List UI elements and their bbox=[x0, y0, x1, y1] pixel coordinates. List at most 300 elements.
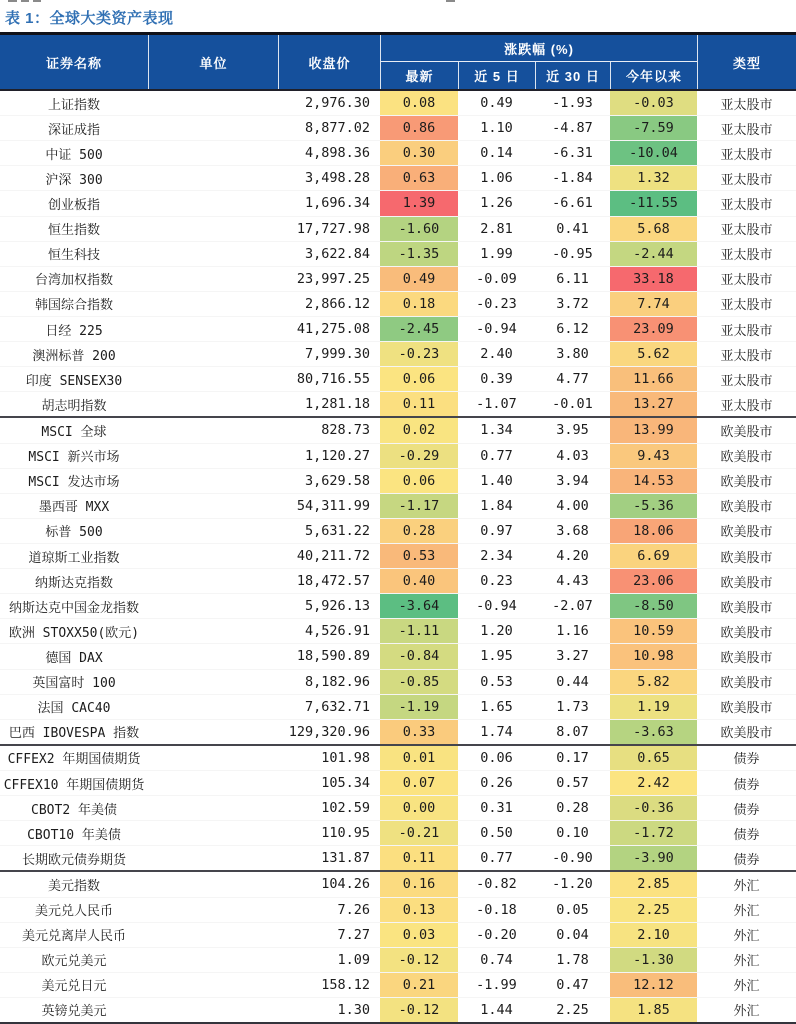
asset-type-cell: 外汇 bbox=[733, 953, 760, 969]
chg-5d-cell: 1.40 bbox=[480, 472, 513, 489]
unit-cell bbox=[148, 796, 278, 820]
chg-30d-cell: 2.25 bbox=[556, 1001, 589, 1018]
table-row bbox=[0, 341, 796, 366]
chg-ytd-cell: 11.66 bbox=[610, 367, 697, 391]
unit-cell bbox=[148, 594, 278, 618]
chg-latest-cell: 0.06 bbox=[380, 367, 458, 391]
unit-cell bbox=[148, 91, 278, 115]
chg-ytd-cell: -2.44 bbox=[610, 242, 697, 266]
chg-30d-cell: 1.78 bbox=[556, 951, 589, 968]
asset-type-cell: 欧美股市 bbox=[720, 599, 773, 615]
chg-ytd-cell: 33.18 bbox=[610, 267, 697, 291]
unit-cell bbox=[148, 217, 278, 241]
chg-30d-cell: -1.20 bbox=[552, 876, 593, 893]
security-name-cell: 欧元兑美元 bbox=[41, 954, 107, 970]
chg-5d-cell: -0.20 bbox=[476, 926, 517, 943]
table-row bbox=[0, 115, 796, 140]
chg-5d-cell: 2.34 bbox=[480, 548, 513, 565]
close-price-cell: 40,211.72 bbox=[296, 548, 370, 565]
chg-ytd-cell: 10.59 bbox=[610, 619, 697, 643]
close-price-cell: 18,590.89 bbox=[296, 648, 370, 665]
header-cell-5d: 近 5 日 bbox=[458, 62, 535, 89]
chg-5d-cell: 1.20 bbox=[480, 623, 513, 640]
chg-latest-cell: 0.11 bbox=[380, 392, 458, 416]
close-price-cell: 17,727.98 bbox=[296, 220, 370, 237]
chg-30d-cell: -6.61 bbox=[552, 195, 593, 212]
asset-type-cell: 亚太股市 bbox=[720, 146, 773, 162]
unit-cell bbox=[148, 444, 278, 468]
chg-ytd-cell: 14.53 bbox=[610, 469, 697, 493]
chg-5d-cell: 1.34 bbox=[480, 422, 513, 439]
asset-type-cell: 欧美股市 bbox=[720, 499, 773, 515]
table-row bbox=[0, 719, 796, 744]
chg-5d-cell: 2.81 bbox=[480, 220, 513, 237]
chg-latest-cell: -0.29 bbox=[380, 444, 458, 468]
chg-30d-cell: 0.10 bbox=[556, 825, 589, 842]
close-price-cell: 8,182.96 bbox=[304, 673, 370, 690]
asset-type-cell: 亚太股市 bbox=[720, 272, 773, 288]
close-price-cell: 4,526.91 bbox=[304, 623, 370, 640]
security-name-cell: 台湾加权指数 bbox=[34, 273, 113, 289]
security-name-cell: 长期欧元债券期货 bbox=[21, 852, 126, 868]
chg-ytd-cell: -0.03 bbox=[610, 91, 697, 115]
header-cell-unit: 单位 bbox=[148, 35, 278, 89]
chg-latest-cell: -1.11 bbox=[380, 619, 458, 643]
security-name-cell: 深证成指 bbox=[47, 122, 100, 138]
chg-latest-cell: 0.16 bbox=[380, 872, 458, 896]
table-row bbox=[0, 618, 796, 643]
chg-5d-cell: -0.94 bbox=[476, 598, 517, 615]
asset-type-cell: 欧美股市 bbox=[720, 649, 773, 665]
asset-type-cell: 亚太股市 bbox=[720, 171, 773, 187]
security-name-cell: 美元指数 bbox=[47, 878, 100, 894]
chg-5d-cell: 0.77 bbox=[480, 850, 513, 867]
table-row bbox=[0, 845, 796, 870]
table-row bbox=[0, 493, 796, 518]
close-price-cell: 102.59 bbox=[321, 800, 370, 817]
header-cell-ytd: 今年以来 bbox=[610, 62, 697, 89]
security-name-cell: 创业板指 bbox=[47, 197, 100, 213]
table-row bbox=[0, 468, 796, 493]
chg-ytd-cell: -0.36 bbox=[610, 796, 697, 820]
close-price-cell: 8,877.02 bbox=[304, 120, 370, 137]
close-price-cell: 2,866.12 bbox=[304, 295, 370, 312]
table-row bbox=[0, 443, 796, 468]
unit-cell bbox=[148, 392, 278, 416]
table-row bbox=[0, 91, 796, 115]
top-crop-artifact bbox=[446, 0, 455, 2]
close-price-cell: 5,631.22 bbox=[304, 522, 370, 539]
close-price-cell: 4,898.36 bbox=[304, 145, 370, 162]
asset-type-cell: 亚太股市 bbox=[720, 247, 773, 263]
chg-latest-cell: -1.17 bbox=[380, 494, 458, 518]
chg-ytd-cell: -3.90 bbox=[610, 846, 697, 870]
chg-5d-cell: 1.74 bbox=[480, 723, 513, 740]
close-price-cell: 1.09 bbox=[337, 951, 370, 968]
unit-cell bbox=[148, 569, 278, 593]
close-price-cell: 3,629.58 bbox=[304, 472, 370, 489]
close-price-cell: 110.95 bbox=[321, 825, 370, 842]
close-price-cell: 828.73 bbox=[321, 422, 370, 439]
chg-latest-cell: 0.03 bbox=[380, 923, 458, 947]
chg-30d-cell: 3.94 bbox=[556, 472, 589, 489]
chg-30d-cell: -1.93 bbox=[552, 95, 593, 112]
chg-latest-cell: 0.21 bbox=[380, 973, 458, 997]
close-price-cell: 5,926.13 bbox=[304, 598, 370, 615]
chg-ytd-cell: 1.32 bbox=[610, 166, 697, 190]
chg-latest-cell: -0.23 bbox=[380, 342, 458, 366]
chg-ytd-cell: -1.30 bbox=[610, 948, 697, 972]
chg-ytd-cell: 0.65 bbox=[610, 746, 697, 770]
chg-latest-cell: 0.53 bbox=[380, 544, 458, 568]
asset-type-cell: 外汇 bbox=[733, 1003, 760, 1019]
asset-type-cell: 欧美股市 bbox=[720, 725, 773, 741]
security-name-cell: CFFEX10 年期国债期货 bbox=[3, 777, 145, 793]
close-price-cell: 41,275.08 bbox=[296, 321, 370, 338]
chg-latest-cell: 0.86 bbox=[380, 116, 458, 140]
security-name-cell: 上证指数 bbox=[47, 97, 100, 113]
top-crop-artifact bbox=[21, 0, 29, 2]
security-name-cell: 澳洲标普 200 bbox=[32, 348, 116, 364]
unit-cell bbox=[148, 670, 278, 694]
security-name-cell: 印度 SENSEX30 bbox=[25, 373, 123, 389]
close-price-cell: 1,120.27 bbox=[304, 447, 370, 464]
asset-type-cell: 债券 bbox=[733, 776, 760, 792]
security-name-cell: 法国 CAC40 bbox=[37, 701, 111, 717]
chg-ytd-cell: 1.19 bbox=[610, 695, 697, 719]
chg-30d-cell: 0.17 bbox=[556, 749, 589, 766]
table-row bbox=[0, 140, 796, 165]
asset-type-cell: 欧美股市 bbox=[720, 675, 773, 691]
close-price-cell: 104.26 bbox=[321, 876, 370, 893]
table-title: 表 1：全球大类资产表现 bbox=[5, 10, 174, 27]
close-price-cell: 1,696.34 bbox=[304, 195, 370, 212]
asset-type-cell: 外汇 bbox=[733, 877, 760, 893]
table-row bbox=[0, 669, 796, 694]
table-row bbox=[0, 997, 796, 1022]
chg-5d-cell: 1.26 bbox=[480, 195, 513, 212]
unit-cell bbox=[148, 898, 278, 922]
security-name-cell: 美元兑日元 bbox=[41, 979, 107, 995]
chg-30d-cell: -1.84 bbox=[552, 170, 593, 187]
chg-30d-cell: 6.12 bbox=[556, 321, 589, 338]
unit-cell bbox=[148, 116, 278, 140]
chg-ytd-cell: 5.62 bbox=[610, 342, 697, 366]
chg-latest-cell: -1.19 bbox=[380, 695, 458, 719]
unit-cell bbox=[148, 923, 278, 947]
table-row bbox=[0, 216, 796, 241]
close-price-cell: 3,498.28 bbox=[304, 170, 370, 187]
asset-type-cell: 欧美股市 bbox=[720, 549, 773, 565]
asset-type-cell: 债券 bbox=[733, 751, 760, 767]
asset-type-cell: 债券 bbox=[733, 851, 760, 867]
asset-type-cell: 欧美股市 bbox=[720, 700, 773, 716]
chg-latest-cell: 0.11 bbox=[380, 846, 458, 870]
chg-latest-cell: 0.33 bbox=[380, 720, 458, 744]
table-row bbox=[0, 897, 796, 922]
unit-cell bbox=[148, 342, 278, 366]
unit-cell bbox=[148, 267, 278, 291]
unit-cell bbox=[148, 191, 278, 215]
unit-cell bbox=[148, 746, 278, 770]
chg-5d-cell: 0.97 bbox=[480, 522, 513, 539]
chg-30d-cell: 0.41 bbox=[556, 220, 589, 237]
chg-ytd-cell: 7.74 bbox=[610, 292, 697, 316]
chg-5d-cell: 0.06 bbox=[480, 749, 513, 766]
security-name-cell: 美元兑人民币 bbox=[34, 904, 113, 920]
chg-latest-cell: -3.64 bbox=[380, 594, 458, 618]
header-group-change-pct: 涨跌幅 (%) bbox=[380, 35, 697, 62]
chg-30d-cell: 0.44 bbox=[556, 673, 589, 690]
unit-cell bbox=[148, 544, 278, 568]
chg-30d-cell: 0.04 bbox=[556, 926, 589, 943]
close-price-cell: 131.87 bbox=[321, 850, 370, 867]
chg-5d-cell: 0.39 bbox=[480, 371, 513, 388]
chg-30d-cell: -0.01 bbox=[552, 396, 593, 413]
chg-30d-cell: 4.20 bbox=[556, 548, 589, 565]
top-crop-artifact bbox=[8, 0, 17, 2]
chg-30d-cell: 0.57 bbox=[556, 775, 589, 791]
close-price-cell: 158.12 bbox=[321, 976, 370, 993]
chg-latest-cell: -0.85 bbox=[380, 670, 458, 694]
asset-type-cell: 亚太股市 bbox=[720, 196, 773, 212]
unit-cell bbox=[148, 973, 278, 997]
asset-type-cell: 欧美股市 bbox=[720, 474, 773, 490]
security-name-cell: 道琼斯工业指数 bbox=[28, 550, 120, 566]
chg-latest-cell: 1.39 bbox=[380, 191, 458, 215]
chg-ytd-cell: 18.06 bbox=[610, 519, 697, 543]
chg-30d-cell: 3.27 bbox=[556, 648, 589, 665]
chg-30d-cell: 1.16 bbox=[556, 623, 589, 640]
table-row bbox=[0, 972, 796, 997]
chg-ytd-cell: 2.25 bbox=[610, 898, 697, 922]
unit-cell bbox=[148, 367, 278, 391]
chg-ytd-cell: -3.63 bbox=[610, 720, 697, 744]
chg-ytd-cell: 10.98 bbox=[610, 644, 697, 668]
unit-cell bbox=[148, 141, 278, 165]
close-price-cell: 7.27 bbox=[337, 926, 370, 943]
close-price-cell: 105.34 bbox=[321, 775, 370, 791]
chg-30d-cell: 3.72 bbox=[556, 295, 589, 312]
chg-latest-cell: 0.02 bbox=[380, 418, 458, 442]
chg-ytd-cell: -1.72 bbox=[610, 821, 697, 845]
table-row bbox=[0, 391, 796, 416]
chg-ytd-cell: 2.85 bbox=[610, 872, 697, 896]
chg-latest-cell: 0.13 bbox=[380, 898, 458, 922]
security-name-cell: 巴西 IBOVESPA 指数 bbox=[8, 726, 140, 742]
table-row bbox=[0, 770, 796, 795]
chg-5d-cell: -0.94 bbox=[476, 321, 517, 338]
security-name-cell: 中证 500 bbox=[45, 147, 103, 163]
table-row bbox=[0, 416, 796, 442]
chg-5d-cell: 0.53 bbox=[480, 673, 513, 690]
chg-5d-cell: 1.06 bbox=[480, 170, 513, 187]
security-name-cell: 德国 DAX bbox=[45, 650, 103, 666]
asset-type-cell: 债券 bbox=[733, 801, 760, 817]
chg-5d-cell: -1.99 bbox=[476, 976, 517, 993]
chg-latest-cell: -1.60 bbox=[380, 217, 458, 241]
asset-type-cell: 亚太股市 bbox=[720, 121, 773, 137]
chg-30d-cell: 0.47 bbox=[556, 976, 589, 993]
asset-type-cell: 债券 bbox=[733, 826, 760, 842]
chg-latest-cell: 0.06 bbox=[380, 469, 458, 493]
chg-latest-cell: 0.01 bbox=[380, 746, 458, 770]
chg-30d-cell: 8.07 bbox=[556, 723, 589, 740]
security-name-cell: 标普 500 bbox=[45, 525, 103, 541]
chg-5d-cell: 1.84 bbox=[480, 497, 513, 514]
close-price-cell: 23,997.25 bbox=[296, 270, 370, 287]
chg-5d-cell: 0.50 bbox=[480, 825, 513, 842]
table-row bbox=[0, 190, 796, 215]
header-cell-type: 类型 bbox=[697, 35, 796, 89]
security-name-cell: 欧洲 STOXX50(欧元) bbox=[8, 625, 140, 641]
close-price-cell: 101.98 bbox=[321, 749, 370, 766]
table-row bbox=[0, 543, 796, 568]
close-price-cell: 7,632.71 bbox=[304, 698, 370, 715]
chg-30d-cell: 4.43 bbox=[556, 573, 589, 590]
chg-latest-cell: 0.18 bbox=[380, 292, 458, 316]
chg-5d-cell: 0.77 bbox=[480, 447, 513, 464]
chg-5d-cell: 1.10 bbox=[480, 120, 513, 137]
chg-ytd-cell: 13.99 bbox=[610, 418, 697, 442]
security-name-cell: 纳斯达克中国金龙指数 bbox=[8, 600, 139, 616]
unit-cell bbox=[148, 948, 278, 972]
chg-30d-cell: -0.95 bbox=[552, 245, 593, 262]
table-row bbox=[0, 922, 796, 947]
chg-30d-cell: -0.90 bbox=[552, 850, 593, 867]
table-row bbox=[0, 744, 796, 770]
table-row bbox=[0, 316, 796, 341]
asset-type-cell: 亚太股市 bbox=[720, 372, 773, 388]
security-name-cell: 恒生指数 bbox=[47, 223, 100, 239]
chg-30d-cell: -2.07 bbox=[552, 598, 593, 615]
close-price-cell: 3,622.84 bbox=[304, 245, 370, 262]
header-cell-latest: 最新 bbox=[380, 62, 458, 89]
chg-latest-cell: -2.45 bbox=[380, 317, 458, 341]
security-name-cell: CBOT10 年美债 bbox=[27, 827, 121, 843]
chg-latest-cell: 0.00 bbox=[380, 796, 458, 820]
table-row bbox=[0, 643, 796, 668]
close-price-cell: 54,311.99 bbox=[296, 497, 370, 514]
chg-30d-cell: 0.05 bbox=[556, 901, 589, 918]
unit-cell bbox=[148, 292, 278, 316]
table-row bbox=[0, 870, 796, 896]
asset-type-cell: 外汇 bbox=[733, 978, 760, 994]
unit-cell bbox=[148, 695, 278, 719]
chg-ytd-cell: 1.85 bbox=[610, 998, 697, 1022]
chg-30d-cell: 1.73 bbox=[556, 698, 589, 715]
table-row bbox=[0, 165, 796, 190]
asset-type-cell: 亚太股市 bbox=[720, 297, 773, 313]
chg-5d-cell: 2.40 bbox=[480, 346, 513, 363]
unit-cell bbox=[148, 720, 278, 744]
chg-ytd-cell: 13.27 bbox=[610, 392, 697, 416]
chg-ytd-cell: 9.43 bbox=[610, 444, 697, 468]
chg-latest-cell: 0.40 bbox=[380, 569, 458, 593]
asset-type-cell: 欧美股市 bbox=[720, 524, 773, 540]
chg-5d-cell: 1.95 bbox=[480, 648, 513, 665]
security-name-cell: CFFEX2 年期国债期货 bbox=[7, 752, 141, 768]
unit-cell bbox=[148, 998, 278, 1022]
asset-type-cell: 亚太股市 bbox=[720, 322, 773, 338]
chg-5d-cell: -0.18 bbox=[476, 901, 517, 918]
table-row bbox=[0, 366, 796, 391]
data-table bbox=[0, 32, 796, 1024]
chg-latest-cell: -0.21 bbox=[380, 821, 458, 845]
chg-ytd-cell: -7.59 bbox=[610, 116, 697, 140]
security-name-cell: 胡志明指数 bbox=[41, 398, 107, 414]
table-row bbox=[0, 241, 796, 266]
security-name-cell: 恒生科技 bbox=[47, 248, 100, 264]
close-price-cell: 129,320.96 bbox=[288, 723, 370, 740]
close-price-cell: 1.30 bbox=[337, 1001, 370, 1018]
security-name-cell: MSCI 全球 bbox=[41, 424, 107, 440]
security-name-cell: 沪深 300 bbox=[45, 172, 103, 188]
chg-ytd-cell: 2.10 bbox=[610, 923, 697, 947]
chg-ytd-cell: 5.68 bbox=[610, 217, 697, 241]
unit-cell bbox=[148, 644, 278, 668]
asset-type-cell: 外汇 bbox=[733, 903, 760, 919]
chg-5d-cell: 0.14 bbox=[480, 145, 513, 162]
chg-ytd-cell: 12.12 bbox=[610, 973, 697, 997]
table-body bbox=[0, 91, 796, 1022]
unit-cell bbox=[148, 771, 278, 795]
chg-30d-cell: -4.87 bbox=[552, 120, 593, 137]
chg-5d-cell: 0.23 bbox=[480, 573, 513, 590]
chg-latest-cell: 0.28 bbox=[380, 519, 458, 543]
security-name-cell: 墨西哥 MXX bbox=[38, 500, 110, 516]
close-price-cell: 80,716.55 bbox=[296, 371, 370, 388]
chg-ytd-cell: -11.55 bbox=[610, 191, 697, 215]
chg-30d-cell: 3.80 bbox=[556, 346, 589, 363]
chg-ytd-cell: -10.04 bbox=[610, 141, 697, 165]
chg-ytd-cell: -5.36 bbox=[610, 494, 697, 518]
chg-ytd-cell: -8.50 bbox=[610, 594, 697, 618]
table-row bbox=[0, 291, 796, 316]
table-row bbox=[0, 694, 796, 719]
chg-5d-cell: 0.31 bbox=[480, 800, 513, 817]
chg-ytd-cell: 5.82 bbox=[610, 670, 697, 694]
chg-30d-cell: 4.77 bbox=[556, 371, 589, 388]
chg-5d-cell: 0.49 bbox=[480, 95, 513, 112]
asset-type-cell: 亚太股市 bbox=[720, 96, 773, 112]
unit-cell bbox=[148, 242, 278, 266]
chg-5d-cell: 1.44 bbox=[480, 1001, 513, 1018]
security-name-cell: MSCI 新兴市场 bbox=[28, 450, 120, 466]
table-row bbox=[0, 947, 796, 972]
asset-type-cell: 欧美股市 bbox=[720, 449, 773, 465]
asset-type-cell: 欧美股市 bbox=[720, 574, 773, 590]
chg-latest-cell: 0.49 bbox=[380, 267, 458, 291]
chg-5d-cell: 1.65 bbox=[480, 698, 513, 715]
security-name-cell: 韩国综合指数 bbox=[34, 298, 113, 314]
close-price-cell: 2,976.30 bbox=[304, 95, 370, 112]
chg-latest-cell: -1.35 bbox=[380, 242, 458, 266]
unit-cell bbox=[148, 469, 278, 493]
chg-latest-cell: 0.07 bbox=[380, 771, 458, 795]
close-price-cell: 1,281.18 bbox=[304, 396, 370, 413]
chg-latest-cell: -0.12 bbox=[380, 948, 458, 972]
chg-5d-cell: 0.26 bbox=[480, 775, 513, 791]
table-row bbox=[0, 266, 796, 291]
security-name-cell: 日经 225 bbox=[45, 323, 103, 339]
chg-ytd-cell: 23.06 bbox=[610, 569, 697, 593]
chg-30d-cell: 3.95 bbox=[556, 422, 589, 439]
close-price-cell: 18,472.57 bbox=[296, 573, 370, 590]
table-row bbox=[0, 795, 796, 820]
chg-latest-cell: -0.12 bbox=[380, 998, 458, 1022]
top-crop-artifact bbox=[33, 0, 41, 2]
